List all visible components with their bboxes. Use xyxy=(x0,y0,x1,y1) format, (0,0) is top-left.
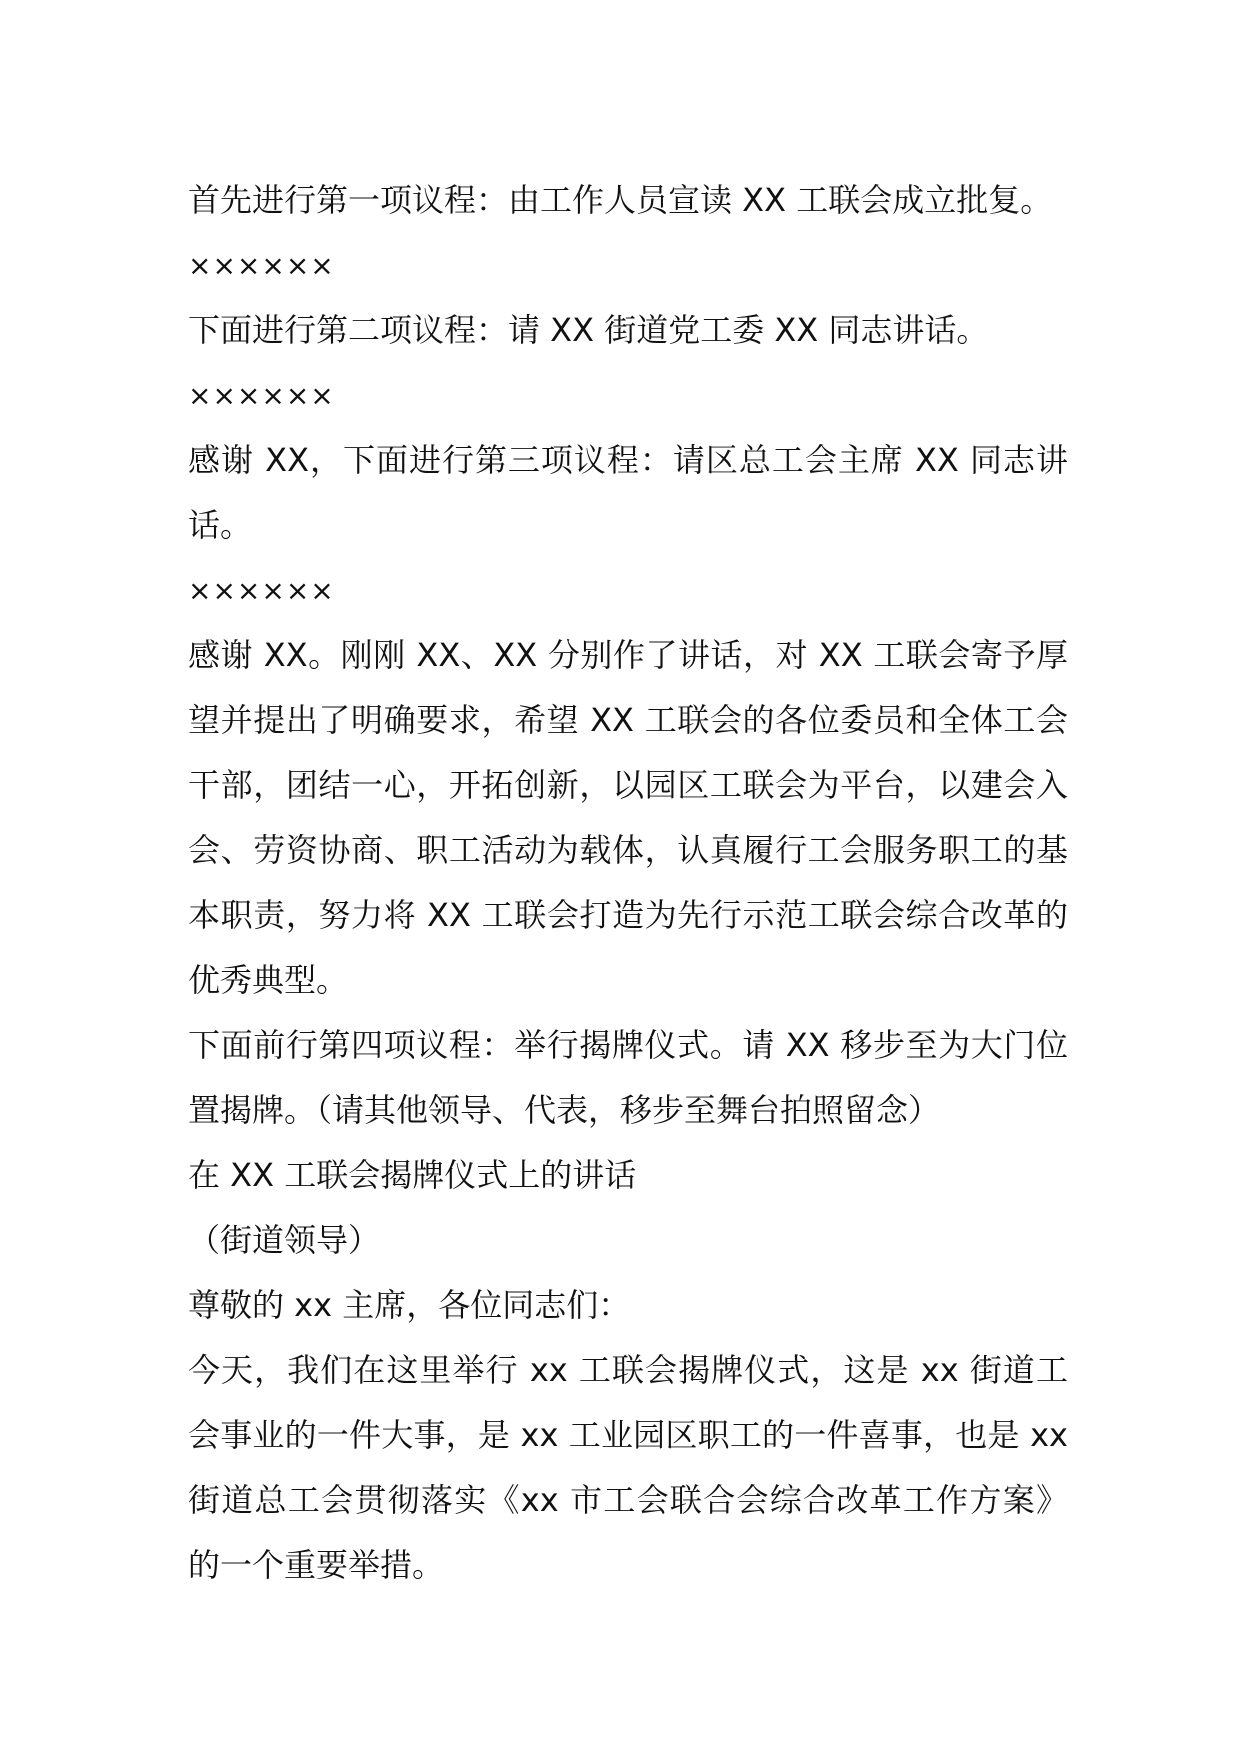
separator-mark: ×××××× xyxy=(188,574,335,607)
document-page xyxy=(188,168,1068,1598)
separator-mark: ×××××× xyxy=(188,249,335,282)
salutation: 尊敬的 xx 主席，各位同志们： xyxy=(188,1286,631,1324)
speaker-note: （街道领导） xyxy=(188,1221,381,1259)
thanks-paragraph: 感谢 XX。刚刚 XX、XX 分别作了讲话，对 XX 工联会寄予厚望并提出了明确要求，希望 XX 工联会的各位委员和全体工会干部，团结一心，开拓创新，以园区工联会为平台，以建会入会、劳资协商、职工活动为载体，认真履行工会服务职工的基本职责，努力将 XX 工联会打造为先行示范工联会综合改革的优秀典型。 xyxy=(188,636,1068,999)
agenda-item-1: 首先进行第一项议程：由工作人员宣读 XX 工联会成立批复。 xyxy=(188,181,1053,219)
agenda-item-2: 下面进行第二项议程：请 XX 街道党工委 XX 同志讲话。 xyxy=(188,311,989,349)
separator-mark: ×××××× xyxy=(188,379,335,412)
speech-title: 在 XX 工联会揭牌仪式上的讲话 xyxy=(188,1156,637,1194)
speech-body-paragraph: 今天，我们在这里举行 xx 工联会揭牌仪式，这是 xx 街道工会事业的一件大事，是 xx 工业园区职工的一件喜事，也是 xx 街道总工会贯彻落实《xx 市工会联合会综合改革工作方案》的一个重要举措。 xyxy=(188,1351,1068,1584)
agenda-item-3: 感谢 XX，下面进行第三项议程：请区总工会主席 XX 同志讲话。 xyxy=(188,441,1068,544)
agenda-item-4: 下面前行第四项议程：举行揭牌仪式。请 XX 移步至为大门位置揭牌。（请其他领导、代表，移步至舞台拍照留念） xyxy=(188,1026,1068,1129)
